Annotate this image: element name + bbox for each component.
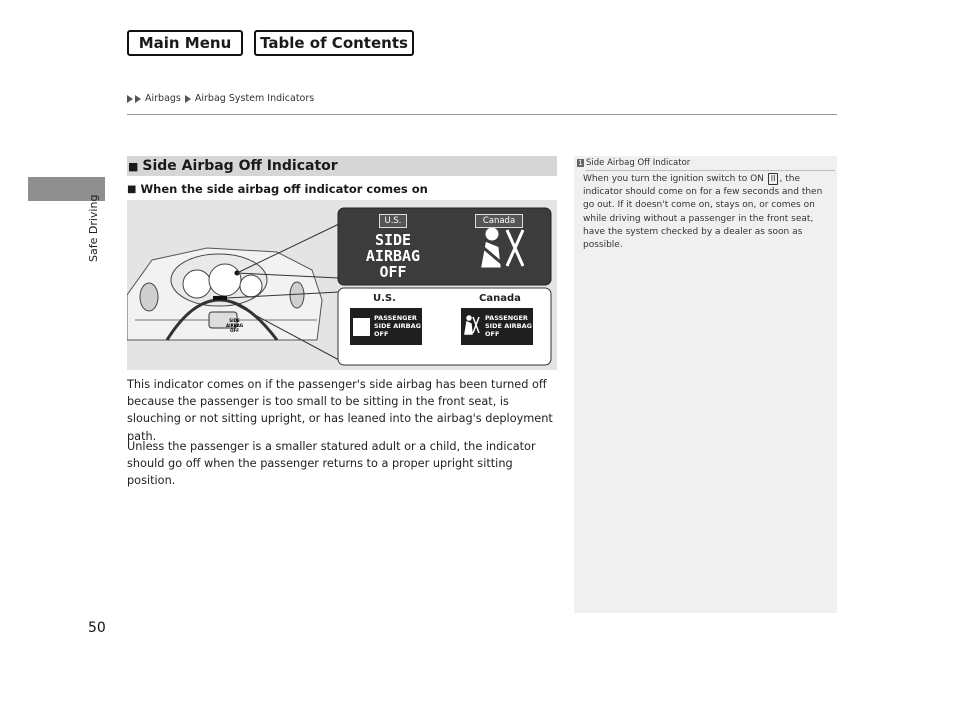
section-heading	[127, 156, 557, 176]
note-text-part: , the indicator should come on for a few seconds and then go out. If it doesn't come on, stays on, or comes on while driving without a passenger in the front seat, have the system checked by a dealer as soon as possible.	[583, 174, 823, 251]
note-heading	[577, 158, 690, 168]
side-airbag-off-small-icon	[226, 318, 243, 333]
passenger-side-airbag-off-panel-us	[374, 314, 421, 338]
subsection-heading	[127, 182, 428, 196]
indicator-line: OFF	[379, 263, 407, 281]
dashboard-illustration	[127, 200, 557, 370]
small-icon-line: AIRBAG	[226, 323, 244, 328]
page-number: 50	[88, 620, 106, 636]
panel-line: SIDE AIRBAG	[485, 322, 532, 330]
small-icon-line: OFF	[230, 328, 239, 333]
breadcrumb	[127, 93, 314, 104]
subsection-title: When the side airbag off indicator comes on	[140, 182, 428, 196]
label-canada: Canada	[479, 293, 521, 304]
note-text-part: When you turn the ignition switch to ON	[583, 174, 767, 184]
breadcrumb-item-airbags[interactable]: Airbags	[145, 93, 181, 104]
panel-line: PASSENGER	[485, 314, 528, 322]
note-text	[583, 173, 829, 252]
chapter-label: Safe Driving	[87, 194, 100, 262]
panel-line: SIDE AIRBAG	[374, 322, 421, 330]
indicator-line: SIDE	[374, 231, 412, 249]
tag-us: U.S.	[379, 214, 407, 228]
arrow-right-icon	[127, 95, 133, 103]
body-paragraph: Unless the passenger is a smaller statured adult or a child, the indicator should go off when the passenger returns to a proper upright sitting position.	[127, 440, 536, 488]
breadcrumb-item-airbag-system-indicators[interactable]: Airbag System Indicators	[194, 93, 315, 104]
header-rule	[127, 114, 837, 115]
note-number-icon: 1	[578, 159, 583, 167]
square-bullet-icon: ■	[127, 183, 137, 195]
table-of-contents-button[interactable]: Table of Contents	[254, 30, 414, 56]
indicator-line: AIRBAG	[365, 247, 421, 265]
side-airbag-off-large-indicator	[363, 232, 423, 280]
main-menu-button[interactable]: Main Menu	[127, 30, 243, 56]
note-divider	[585, 170, 835, 171]
arrow-right-icon	[135, 95, 141, 103]
label-us: U.S.	[373, 293, 396, 304]
tag-canada: Canada	[475, 214, 523, 228]
arrow-right-icon	[185, 95, 191, 103]
body-paragraph: This indicator comes on if the passenger's side airbag has been turned off because the passenger is too small to be sitting in the front seat, is slouching or not sitting upright, or has leaned into the airbag's deployment path.	[127, 378, 553, 443]
small-icon-line: SIDE	[229, 318, 240, 323]
note-title: Side Airbag Off Indicator	[586, 158, 691, 168]
panel-line: PASSENGER	[374, 314, 417, 322]
ignition-key-position-icon: II	[768, 173, 779, 185]
square-bullet-icon: ■	[128, 159, 139, 173]
panel-line: OFF	[485, 330, 500, 338]
section-title: Side Airbag Off Indicator	[142, 158, 338, 174]
panel-line: OFF	[374, 330, 389, 338]
passenger-side-airbag-off-panel-canada	[485, 314, 532, 338]
